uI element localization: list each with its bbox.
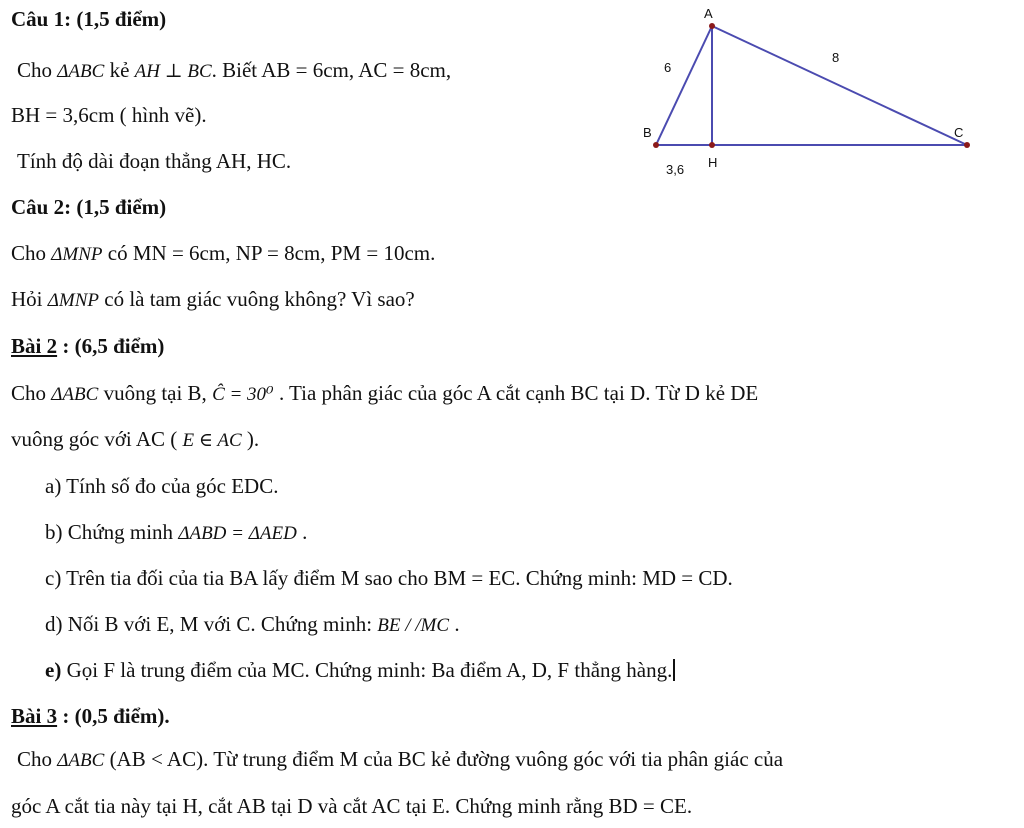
ah-perp-bc: AH ⊥ BC (134, 61, 212, 82)
triangle-mnp: ΔMNP (51, 244, 103, 265)
cau1-line2: BH = 3,6cm ( hình vẽ). (11, 103, 207, 127)
label-h: H (708, 155, 718, 170)
bai2-line2 (11, 426, 259, 454)
bai2-item-e (45, 657, 675, 683)
bai2-item-b (45, 519, 307, 547)
label-ac-length: 8 (832, 50, 840, 65)
bai2-item-b-end: . (302, 520, 308, 544)
bai2-title (11, 333, 164, 359)
bai2-item-e-text: Gọi F là trung điểm của MC. Chứng minh: Ba điểm A, D, F thẳng hàng. (66, 658, 673, 682)
triangle-figure (600, 0, 1000, 185)
bai2-item-b-text: b) Chứng minh (45, 520, 174, 544)
bai2-item-d (45, 611, 460, 639)
label-c: C (954, 125, 964, 140)
label-b: B (643, 125, 652, 140)
point-b (653, 142, 659, 148)
bai2-title-label: Bài 2 (11, 334, 58, 358)
triangle-abc-3: ΔABC (57, 750, 105, 771)
cau1-line1-text2: kẻ (109, 58, 130, 82)
text-cursor (673, 659, 675, 681)
triangle-abc: ΔABC (57, 61, 105, 82)
bai2-item-d-end: . (454, 612, 460, 636)
e-in-ac: E ∈ AC (182, 430, 242, 451)
bai2-item-e-marker: e) (45, 658, 62, 682)
cau1-title: Câu 1: (1,5 điểm) (11, 7, 167, 31)
bai3-title-points: : (0,5 điểm). (57, 704, 170, 728)
bai2-title-points: : (6,5 điểm) (57, 334, 165, 358)
cau2-line1 (11, 240, 435, 268)
segment-ac (712, 26, 967, 145)
cau2-line1-text: Cho (11, 241, 47, 265)
triangle-abc-2: ΔABC (51, 384, 99, 405)
bai2-item-a: a) Tính số đo của góc EDC. (45, 474, 279, 498)
cau1-line1-given: . Biết AB = 6cm, AC = 8cm, (211, 58, 452, 82)
bai3-line2: góc A cắt tia này tại H, cắt AB tại D và cắt AC tại E. Chứng minh rằng BD = CE. (11, 794, 693, 818)
point-c (964, 142, 970, 148)
cau2-title: Câu 2: (1,5 điểm) (11, 195, 167, 219)
bai2-line1 (11, 380, 758, 408)
bai3-line1-text: Cho (17, 747, 53, 771)
bai2-line1-text2: vuông tại B, (103, 381, 207, 405)
bai2-item-d-text: d) Nối B với E, M với C. Chứng minh: (45, 612, 373, 636)
bai2-line1-rest: . Tia phân giác của góc A cắt cạnh BC tại D. Từ D kẻ DE (273, 381, 759, 405)
angle-c: Ĉ = 30⁰ (212, 384, 274, 405)
cau2-line2-text: Hỏi (11, 287, 43, 311)
bai2-line2-end: ). (246, 427, 260, 451)
point-h (709, 142, 715, 148)
label-bh-length: 3,6 (666, 162, 685, 177)
cau1-line1-text: Cho (17, 58, 53, 82)
bai3-title (11, 703, 170, 729)
be-parallel-mc: BE / /MC (377, 615, 450, 636)
bai3-line1-rest: (AB < AC). Từ trung điểm M của BC kẻ đường vuông góc với tia phân giác của (109, 747, 784, 771)
cau2-line2-question: có là tam giác vuông không? Vì sao? (104, 287, 415, 311)
bai2-line2-text: vuông góc với AC ( (11, 427, 178, 451)
bai3-title-label: Bài 3 (11, 704, 58, 728)
bai3-line1 (17, 746, 783, 774)
cau1-line1 (17, 57, 451, 85)
cau1-line3: Tính độ dài đoạn thẳng AH, HC. (17, 149, 292, 173)
segment-ab (656, 26, 712, 145)
bai2-item-c: c) Trên tia đối của tia BA lấy điểm M sao cho BM = EC. Chứng minh: MD = CD. (45, 566, 733, 590)
cau2-line1-given: có MN = 6cm, NP = 8cm, PM = 10cm. (107, 241, 436, 265)
label-a: A (704, 6, 713, 21)
congruence-abd-aed: ΔABD = ΔAED (178, 523, 297, 544)
triangle-mnp-2: ΔMNP (47, 290, 100, 311)
point-a (709, 23, 715, 29)
label-ab-length: 6 (664, 60, 672, 75)
cau2-line2 (11, 286, 415, 314)
bai2-line1-text: Cho (11, 381, 47, 405)
